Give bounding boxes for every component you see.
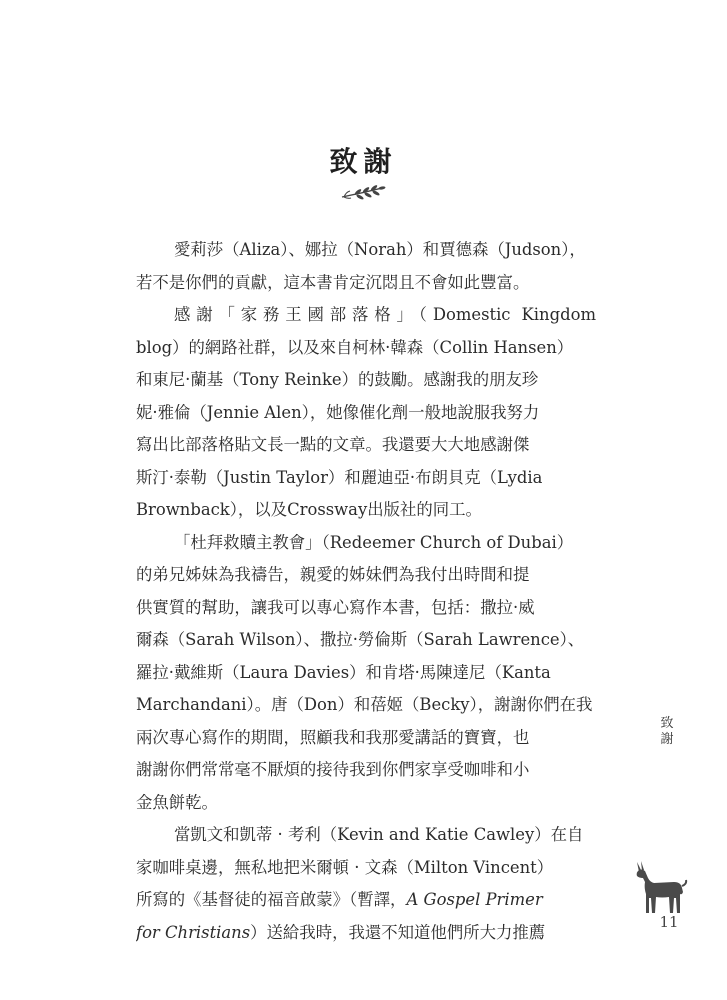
text-line: 寫出比部落格貼文長一點的文章。我還要大大地感謝傑	[136, 435, 530, 454]
text-line: blog）的網路社群，以及來自柯林·韓森（Collin Hansen）	[136, 337, 574, 357]
text-line: 家咖啡桌邊，無私地把米爾頓 · 文森（Milton Vincent）	[136, 857, 554, 877]
text-line: 的弟兄姊妹為我禱告，親愛的姊妹們為我付出時間和提	[136, 565, 530, 584]
side-label-char: 致	[660, 716, 674, 731]
text-segment: ）送給我時，我還不知道他們所大力推薦	[250, 922, 546, 942]
text-line: Brownback），以及Crossway出版社的同工。	[136, 500, 482, 519]
deer-icon	[632, 858, 688, 916]
text-line: 羅拉·戴維斯（Laura Davies）和肯塔·馬陳達尼（Kanta	[136, 662, 551, 682]
text-line: 當凱文和凱蒂 · 考利（Kevin and Katie Cawley）在自	[174, 825, 584, 844]
text-line: 愛莉莎（Aliza）、娜拉（Norah）和賈德森（Judson），	[174, 240, 586, 259]
text-line: 感謝「家務王國部落格」（Domestic Kingdom	[174, 305, 596, 324]
text-line: 爾森（Sarah Wilson）、撒拉·勞倫斯（Sarah Lawrence）、	[136, 630, 585, 649]
text-line: 妮·雅倫（Jennie Alen），她像催化劑一般地說服我努力	[136, 402, 540, 422]
page-number: 11	[659, 913, 679, 931]
text-line: Marchandani）。唐（Don）和蓓姬（Becky），謝謝你們在我	[136, 695, 593, 714]
acknowledgements-body	[136, 234, 596, 949]
page-title: 致謝	[329, 145, 398, 178]
text-line: 和東尼·蘭基（Tony Reinke）的鼓勵。感謝我的朋友珍	[136, 370, 539, 389]
side-label-char: 謝	[660, 732, 674, 747]
text-line: 若不是你們的貢獻，這本書肯定沉悶且不會如此豐富。	[136, 272, 530, 292]
book-title-italic: A Gospel Primer	[406, 890, 543, 909]
text-line: 謝謝你們常常毫不厭煩的接待我到你們家享受咖啡和小	[136, 760, 530, 779]
text-line	[136, 884, 596, 917]
text-segment: 所寫的《基督徒的福音啟蒙》（暫譯，	[136, 890, 407, 909]
text-line: 供實質的幫助，讓我可以專心寫作本書，包括：撒拉·威	[136, 597, 535, 617]
text-line: 金魚餅乾。	[136, 792, 218, 812]
text-line: 兩次專心寫作的期間，照顧我和我那愛講話的寶寶，也	[136, 727, 530, 747]
chapter-side-label	[657, 716, 677, 748]
leaf-ornament-icon	[338, 182, 386, 204]
text-line: 「杜拜救贖主教會」（Redeemer Church of Dubai）	[174, 532, 574, 552]
text-line	[136, 917, 596, 950]
book-title-italic: for Christians	[136, 922, 251, 942]
text-line: 斯汀·泰勒（Justin Taylor）和麗迪亞·布朗貝克（Lydia	[136, 467, 543, 487]
